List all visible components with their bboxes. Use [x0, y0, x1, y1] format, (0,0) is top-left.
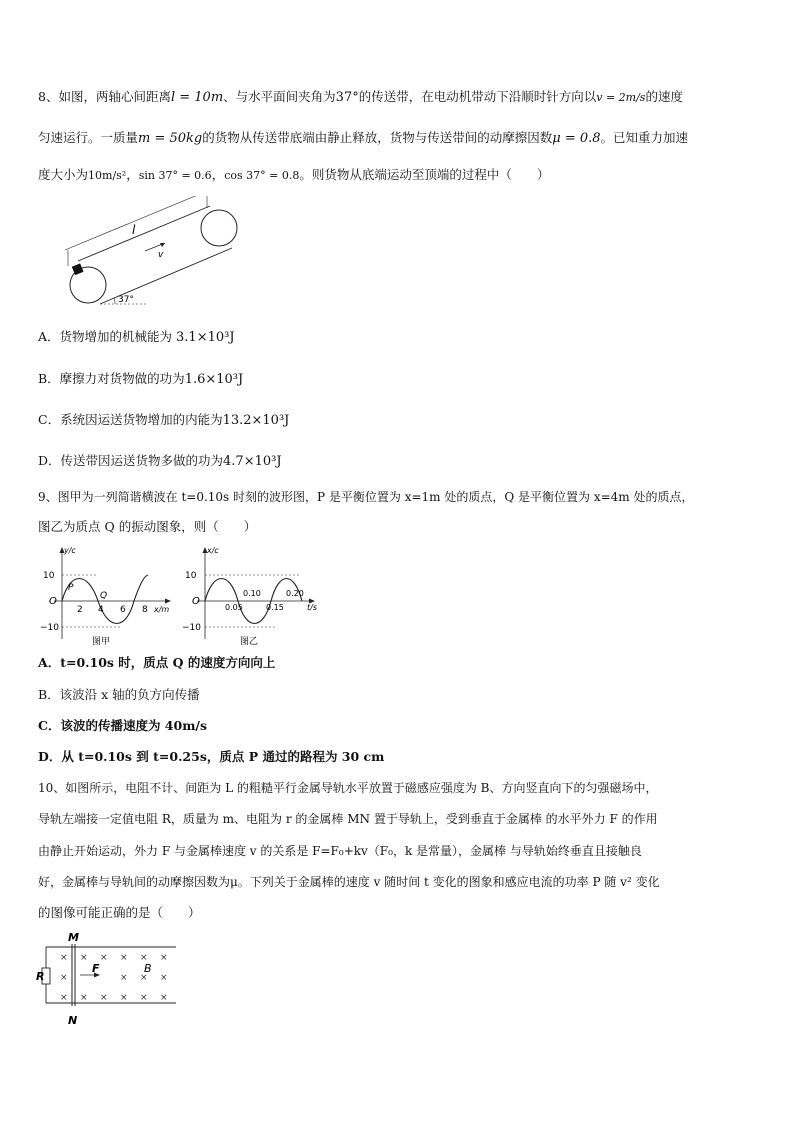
- rod-top-label: M: [68, 932, 79, 944]
- q8-text: 的传送带，在电动机带动下沿顺时针方向以: [358, 89, 597, 104]
- point-q-label: Q: [100, 591, 108, 601]
- x-axis-label: x/m: [154, 605, 170, 614]
- svg-text:×: ×: [80, 953, 88, 963]
- vibration-graph-yi: [180, 544, 325, 646]
- q8-text: 匀速运行。一质量: [38, 130, 139, 145]
- q8-gravity: 10m/s²: [88, 169, 127, 182]
- q8-line-3: [38, 166, 549, 185]
- svg-text:×: ×: [140, 993, 148, 1003]
- q9-line-1: 9、图甲为一列简谐横波在 t=0.10s 时刻的波形图，P 是平衡位置为 x=1m 处的质点，Q 是平衡位置为 x=4m 处的质点，: [38, 490, 694, 504]
- q8-text: 、与水平面间夹角为: [223, 89, 336, 104]
- x-tick: 2: [77, 605, 83, 615]
- q8-option-d: [38, 452, 282, 471]
- figure-caption: 图甲: [92, 637, 111, 646]
- option-value: 4.7×10³J: [223, 454, 282, 469]
- t-axis-label: t/s: [307, 603, 317, 612]
- x-tick: 4: [98, 605, 104, 615]
- svg-text:×: ×: [160, 993, 168, 1003]
- svg-text:×: ×: [160, 973, 168, 983]
- q8-distance: l = 10m: [170, 90, 224, 105]
- svg-text:×: ×: [60, 973, 68, 983]
- option-label: B．摩擦力对货物做的功为: [38, 371, 185, 386]
- q8-text: 。已知重力加速: [600, 130, 689, 145]
- conveyor-belt-figure: [60, 196, 250, 311]
- q8-speed: v = 2m/s: [596, 91, 646, 104]
- q10-line-5: 的图像可能正确的是（ ）: [38, 905, 201, 920]
- svg-text:×: ×: [160, 953, 168, 963]
- rail-circuit-figure: [36, 932, 186, 1028]
- q9-option-d: D．从 t=0.10s 到 t=0.25s，质点 P 通过的路程为 30 cm: [38, 749, 385, 764]
- conveyor-angle-label: 37°: [118, 295, 134, 305]
- figure-caption: 图乙: [240, 637, 259, 646]
- q9-option-b: B．该波沿 x 轴的负方向传播: [38, 687, 200, 702]
- q8-text: 度大小为: [38, 167, 89, 182]
- q8-text: ，: [126, 167, 139, 182]
- q10-line-1: 10、如图所示，电阻不计、间距为 L 的粗糙平行金属导轨水平放置于磁感应强度为 B、方向竖直向下的匀强磁场中，: [38, 781, 658, 795]
- option-label: A．货物增加的机械能为: [38, 329, 173, 344]
- q9-option-c: C．该波的传播速度为 40m/s: [38, 718, 208, 733]
- force-label: F: [92, 962, 100, 975]
- option-value: 1.6×10³J: [184, 372, 244, 387]
- option-label: C．系统因运送货物增加的内能为: [38, 412, 223, 427]
- y-axis-label: x/c: [207, 546, 219, 555]
- origin-label: O: [49, 596, 57, 607]
- y-tick-bottom: −10: [182, 623, 201, 633]
- q8-text: 。则货物从底端运动至顶端的过程中（ ）: [299, 167, 550, 182]
- svg-text:×: ×: [120, 953, 128, 963]
- q10-line-2: 导轨左端接一定值电阻 R，质量为 m、电阻为 r 的金属棒 MN 置于导轨上，受到垂直于金属棒 的水平外力 F 的作用: [38, 812, 658, 826]
- option-label: D．传送带因运送货物多做的功为: [38, 453, 224, 468]
- q8-text: 的货物从传送带底端由静止释放，货物与传送带间的动摩擦因数: [202, 130, 553, 145]
- rod-bottom-label: N: [68, 1014, 78, 1027]
- q8-option-a: [38, 328, 235, 347]
- q8-option-c: [38, 411, 289, 430]
- q8-sin: sin 37° = 0.6: [138, 169, 212, 182]
- svg-text:×: ×: [120, 973, 128, 983]
- conveyor-velocity-label: v: [158, 250, 164, 260]
- q9-option-a: A．t=0.10s 时，质点 Q 的速度方向向上: [38, 655, 276, 670]
- q8-mass: m = 50kg: [138, 131, 203, 146]
- x-tick: 8: [142, 605, 148, 615]
- q10-line-3: 由静止开始运动，外力 F 与金属棒速度 v 的关系是 F=F₀+kv（F₀，k 是常量），金属棒 与导轨始终垂直且接触良: [38, 844, 642, 858]
- svg-text:×: ×: [80, 993, 88, 1003]
- option-value: 3.1×10³J: [176, 330, 235, 345]
- q8-text: 8、如图，两轴心间距离: [38, 89, 171, 104]
- q8-text: ，: [211, 167, 225, 182]
- svg-text:×: ×: [140, 953, 148, 963]
- y-tick-bottom: −10: [40, 623, 59, 633]
- t-tick: 0.05: [225, 603, 243, 612]
- svg-text:×: ×: [100, 993, 108, 1003]
- q9-line-2: 图乙为质点 Q 的振动图象，则（ ）: [38, 519, 257, 534]
- q8-text: 的速度: [645, 89, 683, 104]
- x-tick: 6: [120, 605, 126, 615]
- option-value: 13.2×10³J: [222, 413, 290, 428]
- svg-text:×: ×: [60, 993, 68, 1003]
- field-label: B: [144, 962, 152, 975]
- origin-label: O: [192, 596, 200, 607]
- q8-line-1: [38, 88, 683, 107]
- y-axis-label: y/c: [64, 546, 76, 555]
- t-tick: 0.15: [266, 603, 284, 612]
- q8-angle: 37°: [335, 90, 359, 105]
- t-tick: 0.10: [243, 589, 261, 598]
- q8-friction-coefficient: μ = 0.8: [552, 131, 601, 146]
- resistor-label: R: [36, 970, 45, 983]
- svg-text:×: ×: [120, 993, 128, 1003]
- svg-text:×: ×: [100, 953, 108, 963]
- y-tick-top: 10: [185, 571, 197, 581]
- q8-option-b: [38, 370, 243, 389]
- conveyor-length-label: l: [132, 223, 136, 237]
- svg-text:×: ×: [140, 973, 148, 983]
- t-tick: 0.20: [286, 589, 304, 598]
- q8-cos: cos 37° = 0.8: [224, 169, 300, 182]
- svg-text:×: ×: [60, 953, 68, 963]
- wave-graph-jia: [40, 544, 180, 646]
- y-tick-top: 10: [43, 571, 55, 581]
- q10-line-4: 好，金属棒与导轨间的动摩擦因数为μ。下列关于金属棒的速度 v 随时间 t 变化的图象和感应电流的功率 P 随 v² 变化: [38, 875, 660, 889]
- point-p-label: P: [68, 583, 74, 593]
- q8-line-2: [38, 129, 688, 148]
